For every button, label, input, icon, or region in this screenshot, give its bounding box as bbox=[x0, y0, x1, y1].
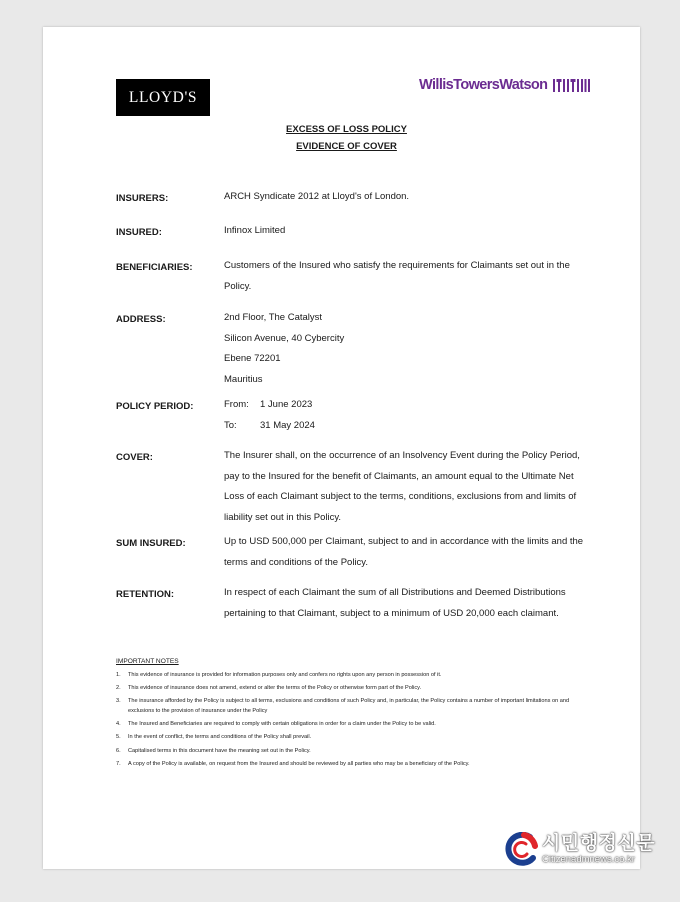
period-from-label: From: bbox=[224, 399, 249, 410]
address-block bbox=[224, 308, 594, 390]
period-from-value: 1 June 2023 bbox=[260, 399, 313, 410]
watermark-url: Citizenadmnews.co.kr bbox=[542, 853, 635, 865]
wtw-mark-icon bbox=[553, 77, 591, 93]
policy-period-label: POLICY PERIOD: bbox=[116, 401, 194, 412]
note-number: 7. bbox=[116, 760, 121, 767]
beneficiaries-value: Customers of the Insured who satisfy the requirements for Claimants set out in the Policy. bbox=[224, 260, 570, 292]
watermark-korean: 시민행정신문 bbox=[542, 832, 656, 854]
insured-value: Infinox Limited bbox=[224, 225, 286, 236]
note-text: This evidence of insurance is provided for information purposes only and confers no rights upon any person in possession of it. bbox=[128, 672, 442, 678]
insured-label: INSURED: bbox=[116, 227, 162, 238]
note-number: 3. bbox=[116, 698, 121, 705]
address-label: ADDRESS: bbox=[116, 314, 166, 325]
period-to-label: To: bbox=[224, 419, 237, 431]
important-notes-list bbox=[116, 671, 576, 773]
sum-insured-label: SUM INSURED: bbox=[116, 538, 186, 549]
wtw-logo-text: WillisTowersWatson bbox=[419, 77, 548, 93]
address-line: Silicon Avenue, 40 Cybercity bbox=[224, 332, 345, 344]
note-item bbox=[116, 733, 576, 743]
lloyds-logo bbox=[116, 79, 210, 116]
note-item bbox=[116, 684, 576, 694]
retention-value: In respect of each Claimant the sum of all Distributions and Deemed Distributions pertaining to that Claimant, subject to a minimum of USD 20,000 each claimant. bbox=[224, 587, 566, 619]
sum-insured-value: Up to USD 500,000 per Claimant, subject to and in accordance with the limits and the terms and conditions of the Policy. bbox=[224, 536, 584, 568]
note-item bbox=[116, 760, 576, 770]
insurers-label: INSURERS: bbox=[116, 193, 169, 204]
important-notes-heading: IMPORTANT NOTES bbox=[116, 658, 179, 665]
note-number: 4. bbox=[116, 721, 121, 728]
period-to-value: 31 May 2024 bbox=[260, 419, 315, 431]
address-line: Ebene 72201 bbox=[224, 353, 281, 364]
lloyds-logo-text: LLOYD'S bbox=[128, 88, 198, 106]
note-number: 2. bbox=[116, 685, 121, 692]
note-number: 1. bbox=[116, 672, 121, 678]
note-text: The Insured and Beneficiaries are required to comply with certain obligations in order for a claim under the Policy to be valid. bbox=[128, 721, 436, 728]
note-number: 6. bbox=[116, 747, 121, 754]
beneficiaries-label: BENEFICIARIES: bbox=[116, 262, 193, 273]
policy-title: EXCESS OF LOSS POLICY bbox=[286, 124, 407, 135]
policy-period-block bbox=[224, 395, 594, 436]
news-logo-icon bbox=[504, 832, 538, 866]
insurers-value: ARCH Syndicate 2012 at Lloyd's of London. bbox=[224, 191, 410, 202]
note-text: This evidence of insurance does not amend, extend or alter the terms of the Policy or otherwise form part of the Policy. bbox=[128, 685, 422, 692]
note-text: The insurance afforded by the Policy is subject to all terms, exclusions and conditions of such Policy and, in particular, the Policy contains a number of important limitations on and exclusions to the provision of insurance under the Policy bbox=[128, 698, 570, 714]
note-text: In the event of conflict, the terms and conditions of the Policy shall prevail. bbox=[128, 734, 312, 741]
note-item bbox=[116, 671, 576, 681]
period-from-row bbox=[224, 395, 594, 416]
note-text: Capitalised terms in this document have the meaning set out in the Policy. bbox=[128, 747, 311, 754]
news-watermark bbox=[504, 832, 655, 866]
cover-value: The Insurer shall, on the occurrence of an Insolvency Event during the Policy Period, pay to the Insured for the benefit of Claimants, an amount equal to the Ultimate Net Loss of each Claimant subject to the terms, conditions, exclusions from and limits of liability set out in this Policy. bbox=[224, 450, 580, 523]
note-item bbox=[116, 747, 576, 757]
note-item bbox=[116, 720, 576, 730]
policy-subtitle: EVIDENCE OF COVER bbox=[296, 141, 397, 152]
document-page bbox=[43, 27, 640, 869]
note-text: A copy of the Policy is available, on request from the Insured and should be reviewed by all parties who may be a beneficiary of the Policy. bbox=[128, 760, 470, 767]
cover-label: COVER: bbox=[116, 452, 153, 463]
note-item bbox=[116, 697, 576, 716]
retention-label: RETENTION: bbox=[116, 589, 175, 600]
note-number: 5. bbox=[116, 734, 121, 741]
willis-towers-watson-logo bbox=[419, 77, 591, 93]
period-to-row bbox=[224, 416, 594, 437]
address-line: 2nd Floor, The Catalyst bbox=[224, 312, 323, 323]
address-line: Mauritius bbox=[224, 373, 263, 385]
